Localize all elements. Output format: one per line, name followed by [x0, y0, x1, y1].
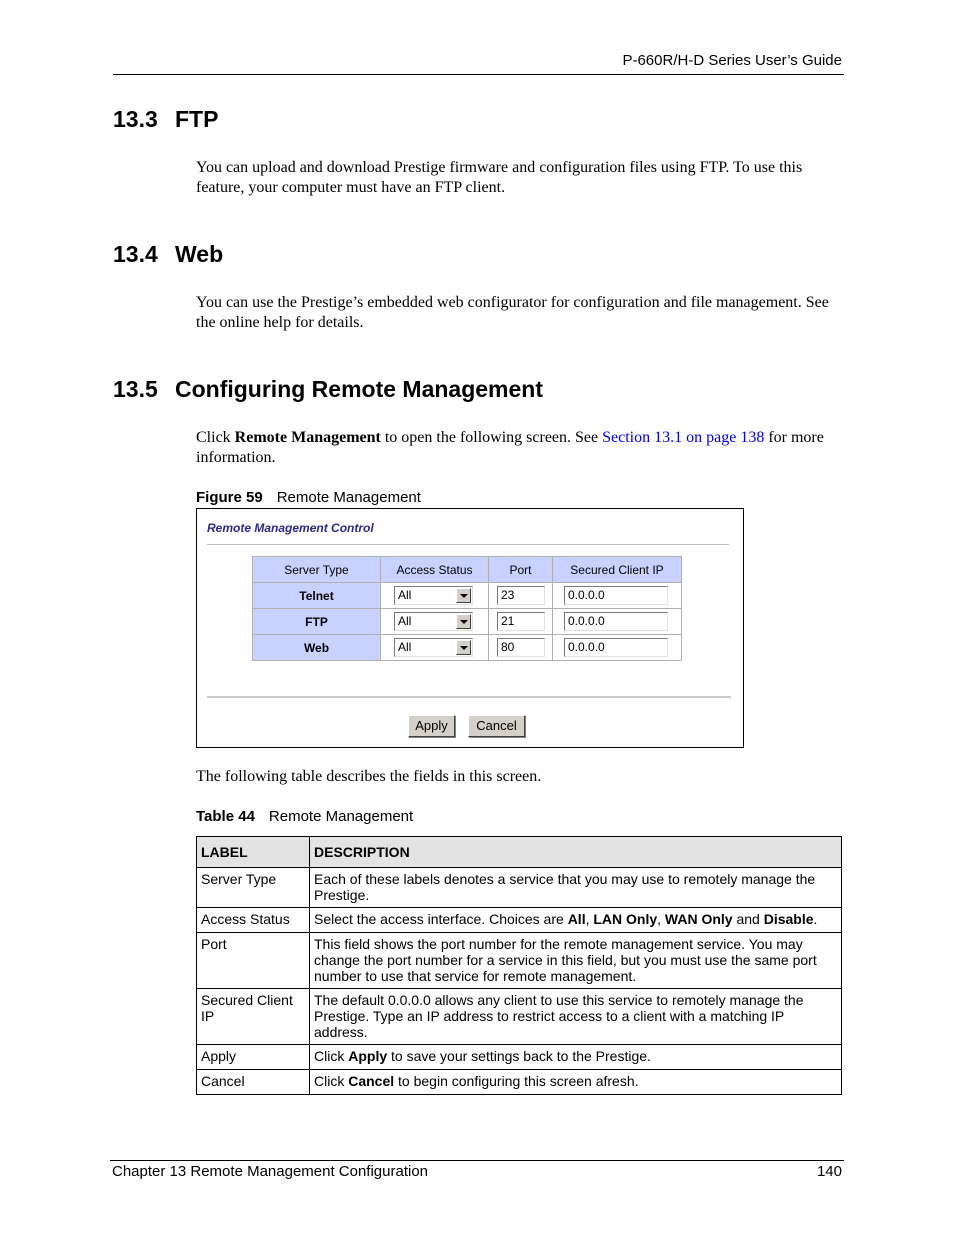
page-footer	[110, 1160, 844, 1185]
service-name: Telnet	[253, 583, 381, 609]
text: Click	[314, 1048, 349, 1064]
field-description: This field shows the port number for the remote management service. You may change the port number for a service in this field, but you must use the same port number to use that service for remote management.	[310, 933, 842, 989]
text: Click	[196, 429, 235, 446]
field-label: Apply	[197, 1045, 310, 1070]
service-name: Web	[253, 635, 381, 661]
field-label: Cancel	[197, 1070, 310, 1095]
access-status-select[interactable]	[394, 612, 473, 631]
port-input[interactable]: 23	[497, 586, 545, 605]
choice: All	[567, 911, 586, 927]
intro-table-text: The following table describes the fields in this screen.	[196, 768, 542, 785]
table-row	[197, 933, 842, 989]
column-header: LABEL	[197, 837, 310, 868]
text: Select the access interface. Choices are	[314, 911, 568, 927]
secured-client-ip-input[interactable]: 0.0.0.0	[564, 638, 668, 657]
field-description	[310, 1045, 842, 1070]
table-caption	[196, 808, 413, 825]
column-header: DESCRIPTION	[310, 837, 842, 868]
access-status-select[interactable]	[394, 638, 473, 657]
bold-term: Apply	[348, 1048, 388, 1064]
chevron-down-icon[interactable]	[456, 588, 471, 603]
select-value: All	[398, 588, 412, 602]
divider	[207, 696, 731, 698]
text: ,	[585, 911, 594, 927]
description-table	[196, 836, 842, 1095]
field-description	[310, 908, 842, 933]
table-row	[253, 609, 682, 635]
text: to save your settings back to the Prestige.	[387, 1048, 651, 1064]
choice: Disable	[763, 911, 814, 927]
remote-paragraph	[196, 428, 836, 468]
figure-label: Figure 59	[196, 489, 263, 506]
column-header: Port	[489, 557, 553, 583]
page-number: 140	[816, 1163, 842, 1180]
guide-title: P-660R/H-D Series User’s Guide	[622, 52, 842, 69]
chevron-down-icon[interactable]	[456, 640, 471, 655]
table-row	[197, 868, 842, 908]
text: .	[813, 911, 818, 927]
text: for more information.	[196, 429, 824, 466]
column-header: Access Status	[381, 557, 489, 583]
service-name: FTP	[253, 609, 381, 635]
text: to begin configuring this screen afresh.	[394, 1073, 639, 1089]
heading-title: FTP	[175, 106, 219, 132]
heading-number: 13.5	[113, 376, 158, 402]
access-status-select[interactable]	[394, 586, 473, 605]
heading-title: Configuring Remote Management	[175, 376, 544, 402]
field-description: The default 0.0.0.0 allows any client to use this service to remotely manage the Prestige. Type an IP address to restrict access to a client with a matching IP address.	[310, 989, 842, 1045]
bold-term: Remote Management	[234, 429, 381, 446]
table-row	[197, 989, 842, 1045]
figure-caption-text: Remote Management	[276, 489, 421, 506]
field-label: Port	[197, 933, 310, 989]
secured-client-ip-input[interactable]: 0.0.0.0	[564, 612, 668, 631]
field-description	[310, 1070, 842, 1095]
heading-number: 13.4	[113, 241, 158, 267]
web-paragraph: You can use the Prestige’s embedded web configurator for configuration and file management. See the online help for details.	[196, 294, 829, 331]
text: Click	[314, 1073, 349, 1089]
secured-client-ip-input[interactable]: 0.0.0.0	[564, 586, 668, 605]
field-label: Secured Client IP	[197, 989, 310, 1045]
port-input[interactable]: 21	[497, 612, 545, 631]
table-row	[197, 908, 842, 933]
apply-button[interactable]: Apply	[408, 715, 455, 737]
remote-management-figure	[196, 508, 744, 748]
select-value: All	[398, 640, 412, 654]
column-header: Server Type	[253, 557, 381, 583]
running-header	[113, 50, 844, 75]
table-row	[197, 1045, 842, 1070]
heading-remote-management	[113, 376, 543, 403]
section-link[interactable]: Section 13.1 on page 138	[602, 429, 765, 446]
select-value: All	[398, 614, 412, 628]
port-input[interactable]: 80	[497, 638, 545, 657]
screen-title: Remote Management Control	[207, 521, 374, 535]
choice: WAN Only	[664, 911, 733, 927]
ftp-paragraph: You can upload and download Prestige firmware and configuration files using FTP. To use this feature, your computer must have an FTP client.	[196, 159, 803, 196]
heading-web	[113, 241, 223, 268]
heading-number: 13.3	[113, 106, 158, 132]
text: and	[732, 911, 764, 927]
table-row	[253, 635, 682, 661]
table-row	[253, 583, 682, 609]
bold-term: Cancel	[348, 1073, 395, 1089]
figure-caption	[196, 489, 421, 506]
chevron-down-icon[interactable]	[456, 614, 471, 629]
table-header-row	[197, 837, 842, 868]
heading-title: Web	[175, 241, 224, 267]
divider	[207, 544, 729, 545]
column-header: Secured Client IP	[553, 557, 682, 583]
text: ,	[657, 911, 665, 927]
chapter-title: Chapter 13 Remote Management Configuration	[112, 1163, 429, 1180]
field-description: Each of these labels denotes a service that you may use to remotely manage the Prestige.	[310, 868, 842, 908]
remote-management-table	[252, 556, 682, 661]
choice: LAN Only	[593, 911, 658, 927]
table-row	[197, 1070, 842, 1095]
text: to open the following screen. See	[380, 429, 603, 446]
field-label: Access Status	[197, 908, 310, 933]
field-label: Server Type	[197, 868, 310, 908]
heading-ftp	[113, 106, 218, 133]
table-label: Table 44	[196, 808, 255, 825]
table-header-row	[253, 557, 682, 583]
cancel-button[interactable]: Cancel	[468, 715, 525, 737]
table-caption-text: Remote Management	[268, 808, 414, 825]
